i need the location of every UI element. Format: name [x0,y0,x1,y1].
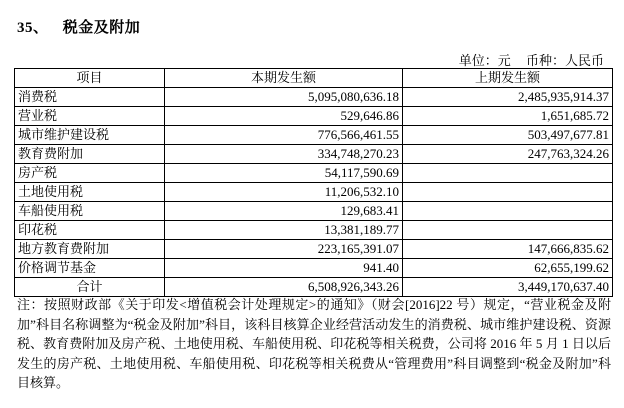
section-title-text: 税金及附加 [62,20,141,36]
row-previous: 147,666,835.62 [403,240,613,259]
row-previous [403,202,613,221]
row-previous: 2,485,935,914.37 [403,88,613,107]
header-previous: 上期发生额 [403,69,613,88]
table-header-row [15,69,613,88]
row-current: 334,748,270.23 [165,145,403,164]
unit-line [459,50,604,69]
row-item: 印花税 [15,221,165,240]
table-row [15,88,613,107]
row-current: 54,117,590.69 [165,164,403,183]
header-current: 本期发生额 [165,69,403,88]
row-previous [403,183,613,202]
section-title [17,16,140,37]
row-previous [403,164,613,183]
table-row [15,259,613,278]
footnote: 注：按照财政部《关于印发<增值税会计处理规定>的通知》（财会[2016]22 号）规定，“营业税金及附加”科目名称调整为“税金及附加”科目，该科目核算企业经营活动发生的消费税、城市维护建设税、资源税、教育费附加及房产税、土地使用税、车船使用税、印花税等相关税费，公司将 2016 年 5 月 1 日以后发生的房产税、土地使用税、车船使用税、印花税等相关税费从“管理费用”科目调整到“税金及附加”科目核算。 [17,297,611,390]
total-row [15,278,613,297]
unit-label: 单位：元 [458,53,511,68]
table-row [15,202,613,221]
row-item: 教育费附加 [15,145,165,164]
total-label: 合计 [15,278,165,297]
tax-table [14,68,613,297]
row-current: 529,646.86 [165,107,403,126]
section-number: 35、 [17,20,49,36]
table-row [15,164,613,183]
row-item: 价格调节基金 [15,259,165,278]
currency-label: 币种：人民币 [525,53,604,68]
row-item: 房产税 [15,164,165,183]
row-current: 5,095,080,636.18 [165,88,403,107]
table-row [15,126,613,145]
row-current: 776,566,461.55 [165,126,403,145]
row-current: 13,381,189.77 [165,221,403,240]
table-row [15,240,613,259]
row-item: 营业税 [15,107,165,126]
row-item: 车船使用税 [15,202,165,221]
total-previous: 3,449,170,637.40 [403,278,613,297]
table-row [15,221,613,240]
row-item: 土地使用税 [15,183,165,202]
row-current: 223,165,391.07 [165,240,403,259]
row-item: 消费税 [15,88,165,107]
row-item: 地方教育费附加 [15,240,165,259]
row-previous: 247,763,324.26 [403,145,613,164]
row-previous: 503,497,677.81 [403,126,613,145]
header-item: 项目 [15,69,165,88]
row-current: 941.40 [165,259,403,278]
row-current: 129,683.41 [165,202,403,221]
row-previous: 62,655,199.62 [403,259,613,278]
row-current: 11,206,532.10 [165,183,403,202]
table-row [15,183,613,202]
row-item: 城市维护建设税 [15,126,165,145]
row-previous: 1,651,685.72 [403,107,613,126]
total-current: 6,508,926,343.26 [165,278,403,297]
table-row [15,107,613,126]
row-previous [403,221,613,240]
table-row [15,145,613,164]
